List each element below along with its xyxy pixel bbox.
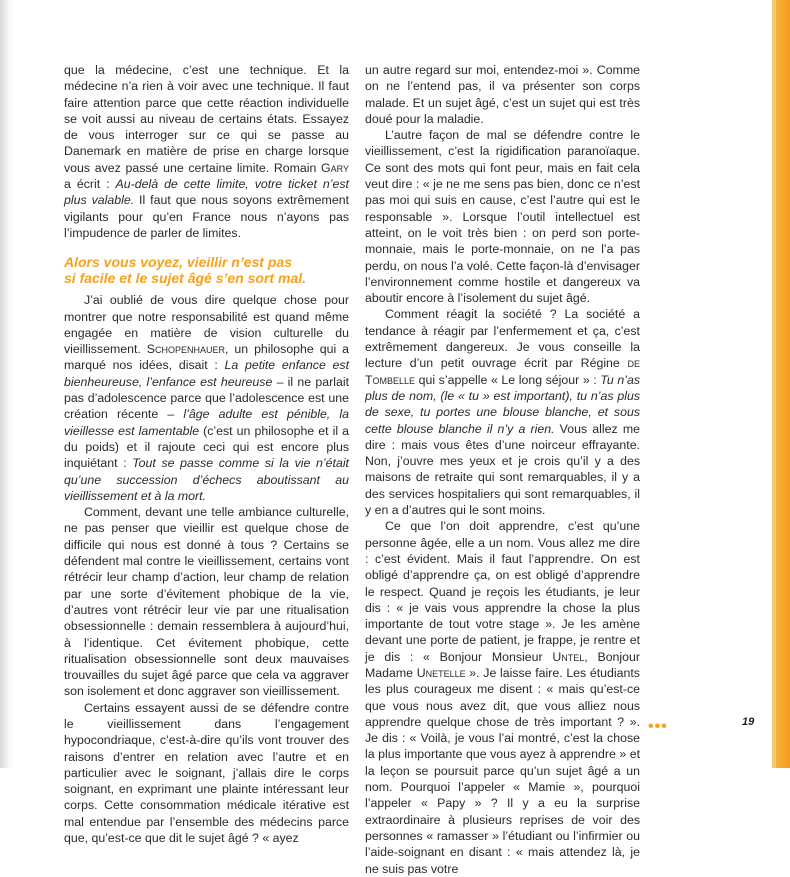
page-number: 19 bbox=[742, 716, 755, 728]
paragraph: un autre regard sur moi, entendez-moi ». Comme on ne l’entend pas, il va présenter son corps malade. Et un sujet âgé, c’est un sujet qui est très doué pour la maladie. bbox=[365, 63, 640, 126]
quote: Au-delà de cette limite, votre ticket n’est plus valable. bbox=[64, 177, 349, 208]
decorative-dots: ••• bbox=[648, 718, 668, 735]
paragraph bbox=[365, 518, 640, 877]
paragraph: L’autre façon de mal se défendre contre le vieillissement, c’est la rigidification paranoïaque. Ce sont des mots qui font peur, mais en fait cela veut dire : « je ne me sens pas bien, donc ce n’est pas moi qui suis en cause, c’est l’autre qui est le responsable ». Lorsque l’outil intellectuel est atteint, on le voit très bien : on perd son porte-monnaie, mais le porte-monnaie, on ne l’a pas perdu, on nous l’a volé. Cette façon-là d’envisager l’environnement comme hostile et dangereux va aboutir encore à l’isolement du sujet âgé. bbox=[365, 128, 640, 306]
person-name: Untel bbox=[552, 649, 585, 664]
text: que la médecine, c’est une technique. Et la médecine n’a rien à voir avec une technique. Il faut faire attention parce que cette réaction individuelle se voit aussi au niveau de certains états. Essayez de vous interroger sur ce qui se passe au Danemark en matière de prise en charge lorsque vous avez passé une certaine limite. Romain bbox=[64, 63, 349, 175]
text: qui s’appelle « Le long séjour » : bbox=[415, 372, 601, 387]
right-column bbox=[365, 62, 640, 877]
text: a écrit : bbox=[64, 177, 116, 192]
heading-line: Alors vous voyez, vieillir n’est pas bbox=[64, 254, 292, 271]
heading-line: si facile et le sujet âgé s’en sort mal. bbox=[64, 270, 306, 287]
text: Comment réagit la société ? La société a tendance à réagir par l’enfermement et ça, c’est extrêmement dangereux. Je vous conseille la lecture d’un petit ouvrage écrit par Régine bbox=[365, 307, 640, 371]
quote: Tu n’as plus de nom, (le « tu » est important), tu n’as plus de sexe, tu portes une blouse blanche, et sous cette blouse blanche il n’y a rien. bbox=[365, 372, 640, 436]
text: , Bonjour Madame bbox=[365, 649, 641, 680]
text: J’ai oublié de vous dire quelque chose pour montrer que notre responsabilité est quand même engagée en matière de vision culturelle du vieillissement. bbox=[64, 293, 349, 357]
paragraph bbox=[365, 306, 640, 518]
paragraph bbox=[64, 62, 349, 241]
quote: l’âge adulte est pénible, la vieillesse est lamentable bbox=[64, 407, 349, 438]
author-name: Schopenhauer bbox=[146, 342, 226, 357]
quote: Tout se passe comme si la vie n’était qu’une succession d’échecs aboutissant au vieillissement et à la mort. bbox=[64, 456, 349, 503]
text: Ce que l’on doit apprendre, c’est qu’une personne âgée, elle a un nom. Vous allez me dire : c’est évident. Mais il faut l’apprendre. On est obligé d’apprendre ça, on est obligé d’apprendre le respect. Quand je reçois les étudiants, je leur dis : « je vais vous apprendre la chose la plus importante de tout votre stage ». Je les amène devant une porte de patient, je frappe, je rentre et je dis : « Bonjour Monsieur bbox=[365, 519, 640, 664]
quote: La petite enfance est bienheureuse, l’enfance est heureuse bbox=[64, 358, 350, 389]
author-name: Gary bbox=[321, 160, 349, 175]
text: – il ne parlait pas d’adolescence parce que l’adolescence est une création récente – bbox=[64, 374, 349, 422]
text: (c’est un philosophe et il a du poids) et il rajoute ceci qui est encore plus inquiétant : bbox=[64, 423, 350, 471]
text: Il faut que nous soyons extrêmement vigilants pour qu’en France nous n’ayons pas l’impudence de parler de limites. bbox=[64, 193, 349, 240]
page-gutter-shadow bbox=[0, 0, 14, 768]
left-column bbox=[64, 62, 349, 846]
text: , un philosophe qui a marqué nos idées, disait : bbox=[64, 342, 349, 373]
section-heading bbox=[64, 254, 349, 286]
paragraph bbox=[64, 292, 349, 504]
paragraph: Comment, devant une telle ambiance culturelle, ne pas penser que vieillir est quelque chose de difficile qui nous est donné à tous ? Certains se défendent mal contre le vieillissement, certains vont rétrécir leur champ d’action, leur champ de relation par une sorte d’évitement phobique de la vie, d’autres vont rétrécir leur vie par une ritualisation obsessionnelle : demain ressemblera à aujourd’hui, à l’identique. Cet évitement phobique, cette ritualisation obsessionnelle sont deux mauvaises trouvailles du sujet âgé parce que cela va aggraver son isolement et donc aggraver son vieillissement. bbox=[64, 505, 349, 699]
text: ». Je laisse faire. Les étudiants les plus courageux me disent : « mais qu’est-ce que vous nous avez dit, que vous alliez nous apprendre quelque chose de très important ? ». Je dis : « Voilà, je vous l’ai montré, c’est la chose la plus importante que vous ayez à apprendre » et la leçon se poursuit parce qu’un sujet âgé a un nom. Pourquoi l’appeler « Mamie », pourquoi l’appeler « Papy » ? Il y a eu la surprise extraordinaire à plusieurs reprises de voir des personnes « ramasser » l’étudiant ou l’infirmier ou l’aide-soignant en disant : « mais attendez là, je ne suis pas votre bbox=[365, 665, 640, 876]
author-name: de Tombelle bbox=[365, 356, 640, 387]
person-name: Unetelle bbox=[416, 665, 466, 680]
page-edge-stripe bbox=[776, 0, 790, 768]
text: Vous allez me dire : mais vous êtes d’une noirceur effrayante. Non, j’ouvre mes yeux et je crois qu’il y a des maisons de retraite qui sont remarquables, il y a des services hospitaliers qui sont remarquables, il y en a d’autres qui le sont moins. bbox=[365, 421, 641, 518]
paragraph: Certains essayent aussi de se défendre contre le vieillissement dans l’engagement hypocondriaque, c’est-à-dire qu’ils vont trouver des raisons d’entrer en relation avec l’autre et en particulier avec le soignant, j’allais dire le corps soignant, en exprimant une plainte intéressant leur corps. Cette consommation médicale itérative est mal entendue par l’ensemble des médecins parce que, qu’est-ce que dit le sujet âgé ? « ayez bbox=[64, 700, 349, 846]
